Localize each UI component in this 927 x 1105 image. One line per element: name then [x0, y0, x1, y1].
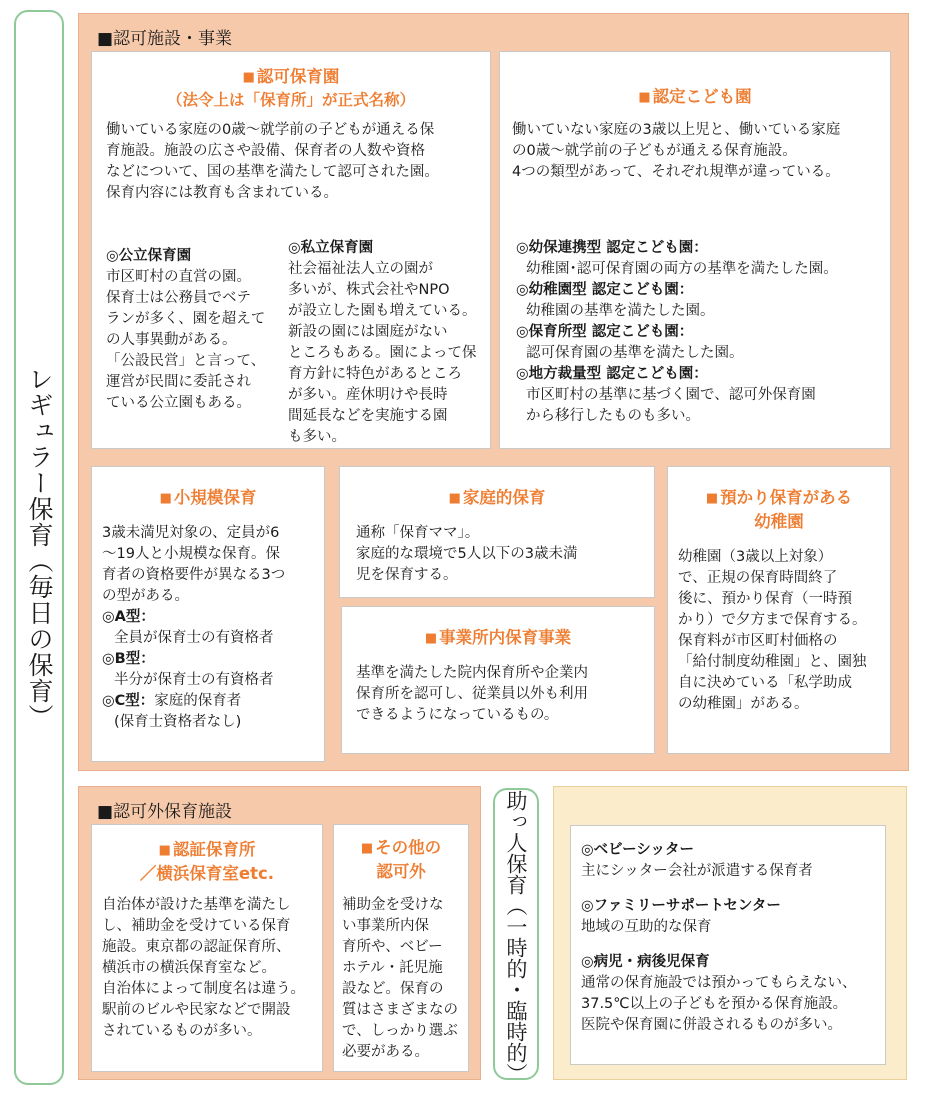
jigyosho-description: 基準を満たした院内保育所や企業内 保育所を認可し、従業員以外も利用 できるようになっているもの。 [356, 665, 588, 723]
regular-care-label-text: レギュラー保育（毎日の保育） [25, 365, 54, 730]
public-hoikuen-heading: ◎公立保育園 [106, 248, 192, 264]
kodomoen-type-desc: 幼稚園･認可保育園の両方の基準を満たした園。 [526, 261, 838, 277]
katei-description: 通称「保育ママ」。 家庭的な環境で5人以下の3歳未満 児を保育する。 [356, 525, 578, 583]
unlicensed-section-title: ■認可外保育施設 [97, 802, 233, 822]
square-bullet-icon: ■ [159, 491, 172, 506]
unlicensed-section-panel [78, 786, 481, 1080]
katei-box [339, 466, 655, 598]
regular-care-label [14, 10, 64, 1085]
square-bullet-icon: ■ [424, 631, 438, 646]
shokibo-box [91, 466, 325, 762]
shokibo-type-c-row [102, 691, 285, 712]
family-support-heading: ◎ファミリーサポートセンター [581, 898, 781, 914]
kodomoen-type-name: ◎保育所型 認定こども園： [516, 324, 694, 340]
kodomoen-type-name: ◎地方裁量型 認定こども園： [516, 366, 708, 382]
other-unlicensed-description: 補助金を受けな い事業所内保 育所や、ベビー ホテル・託児施 設など。保育の 質はさまざまなの で、しっかり選ぶ 必要がある。 [342, 897, 458, 1060]
helper-services-box [570, 825, 886, 1065]
licensed-section-panel [78, 13, 909, 771]
azukari-description: 幼稚園（3歳以上対象） で、正規の保育時間終了 後に、預かり保育（一時預 かり）で夕方まで保育する。 保育料が市区町村価格の 「給付制度幼稚園」と、園独 自に決めている「私学助成 の幼稚園」がある。 [678, 549, 867, 712]
square-bullet-icon: ■ [360, 841, 374, 856]
shokibo-type-c-desc2: (保育士資格者なし) [114, 714, 242, 730]
licensed-hoikuen-box [91, 51, 491, 449]
square-bullet-icon: ■ [242, 70, 255, 85]
kodomoen-type-desc: から移行したものも多い。 [526, 408, 700, 424]
kodomoen-type-desc: 認可保育園の基準を満たした園。 [526, 345, 744, 361]
private-hoikuen-block: ◎私立保育園 社会福祉法人立の園が 多いが、株式会社やNPO が設立した園も増えている。 新設の園には園庭がない ところもある。園によって保 育方針に特色があるところ が多い。産休明けや長時 間延長などを実施する園 も多い。 [288, 240, 477, 445]
shokibo-type-b-desc: 半分が保育士の有資格者 [114, 672, 274, 688]
other-unlicensed-box [333, 824, 469, 1072]
azukari-title-line2: 幼稚園 [754, 512, 804, 531]
kodomoen-box [499, 51, 891, 449]
kodomoen-title: ■ 認定こども園 [638, 87, 752, 106]
sick-child-care-desc: 通常の保育施設では預かってもらえない、 [581, 975, 857, 991]
shokibo-description: 3歳未満児対象の、定員が6 ～19人と小規模な保育。保 育者の資格要件が異なる3つ の型がある。 ◎A型： 全員が保育士の有資格者 ◎B型： 半分が保育士の有資格者 ◎C型：家庭的保育者 (保育士資格者なし) [102, 523, 285, 733]
shokibo-type-a-label: ◎A型： [102, 609, 155, 625]
square-bullet-icon: ■ [638, 90, 651, 105]
sick-child-care-heading: ◎病児・病後児保育 [581, 954, 710, 970]
shokibo-title: ■ 小規模保育 [159, 488, 257, 507]
helper-care-label-text: 助っ人保育（一時的・臨時的） [504, 790, 528, 1084]
ninsho-title-line2: ／横浜保育室etc. [139, 864, 275, 883]
square-bullet-icon: ■ [158, 843, 171, 858]
other-unlicensed-title-line1: ■ その他の [360, 838, 442, 857]
ninsho-title-line1: ■ 認証保育所 [158, 840, 256, 859]
helper-section-panel [553, 786, 907, 1080]
hoikuen-description: 働いている家庭の0歳～就学前の子どもが通える保 育施設。施設の広さや設備、保育者の人数や資格 などについて、国の基準を満たして認可された園。 保育内容には教育も含まれている。 [106, 122, 439, 201]
public-hoikuen-block: ◎公立保育園 市区町村の直営の園。 保育士は公務員でベテ ランが多く、園を超えて の人事異動がある。 「公設民営」と言って、 運営が民間に委託され ている公立園もある。 [106, 248, 266, 411]
licensed-section-title: ■認可施設・事業 [97, 29, 233, 49]
family-support-desc: 地域の互助的な保育 [581, 919, 712, 935]
katei-title: ■ 家庭的保育 [448, 488, 546, 507]
jigyosho-title: ■ 事業所内保育事業 [424, 628, 572, 647]
kodomoen-type-desc: 幼稚園の基準を満たした園。 [526, 303, 715, 319]
shokibo-type-c-desc: 家庭的保育者 [154, 693, 242, 709]
kodomoen-type-desc: 市区町村の基準に基づく園で、認可外保育園 [526, 387, 816, 403]
other-unlicensed-title-line2: 認可外 [376, 862, 426, 881]
kodomoen-description: 働いていない家庭の3歳以上児と、働いている家庭 の0歳～就学前の子どもが通える保育施設。 4つの類型があって、それぞれ規準が違っている。 [512, 122, 841, 180]
helper-care-label [493, 788, 539, 1084]
babysitter-heading: ◎ベビーシッター [581, 842, 694, 858]
shokibo-type-a-desc: 全員が保育士の有資格者 [114, 630, 274, 646]
kodomoen-types [516, 238, 838, 427]
kodomoen-type-name: ◎幼保連携型 認定こども園： [516, 240, 708, 256]
jigyosho-box [341, 606, 655, 754]
private-hoikuen-heading: ◎私立保育園 [288, 240, 374, 256]
helper-services-list [581, 840, 857, 1036]
kodomoen-type-name: ◎幼稚園型 認定こども園： [516, 282, 694, 298]
ninsho-box [91, 824, 323, 1072]
square-bullet-icon: ■ [705, 491, 719, 506]
sick-child-care-desc: 医院や保育園に併設されるものが多い。 [581, 1017, 842, 1033]
square-bullet-icon: ■ [448, 491, 461, 506]
babysitter-desc: 主にシッター会社が派遣する保育者 [581, 863, 813, 879]
hoikuen-subtitle: （法令上は「保育所」が正式名称） [166, 91, 415, 109]
azukari-title-line1: ■ 預かり保育がある [705, 488, 853, 507]
shokibo-type-c-label: ◎C型： [102, 693, 155, 709]
hoikuen-title: ■ 認可保育園 [242, 67, 340, 86]
shokibo-type-b-label: ◎B型： [102, 651, 155, 667]
ninsho-description: 自治体が設けた基準を満たし し、補助金を受けている保育 施設。東京都の認証保育所、 横浜市の横浜保育室など。 自治体によって制度名は違う。 駅前のビルや民家などで開設 されているものが多い。 [102, 897, 305, 1039]
azukari-box [667, 466, 891, 754]
sick-child-care-desc: 37.5℃以上の子どもを預かる保育施設。 [581, 996, 848, 1012]
